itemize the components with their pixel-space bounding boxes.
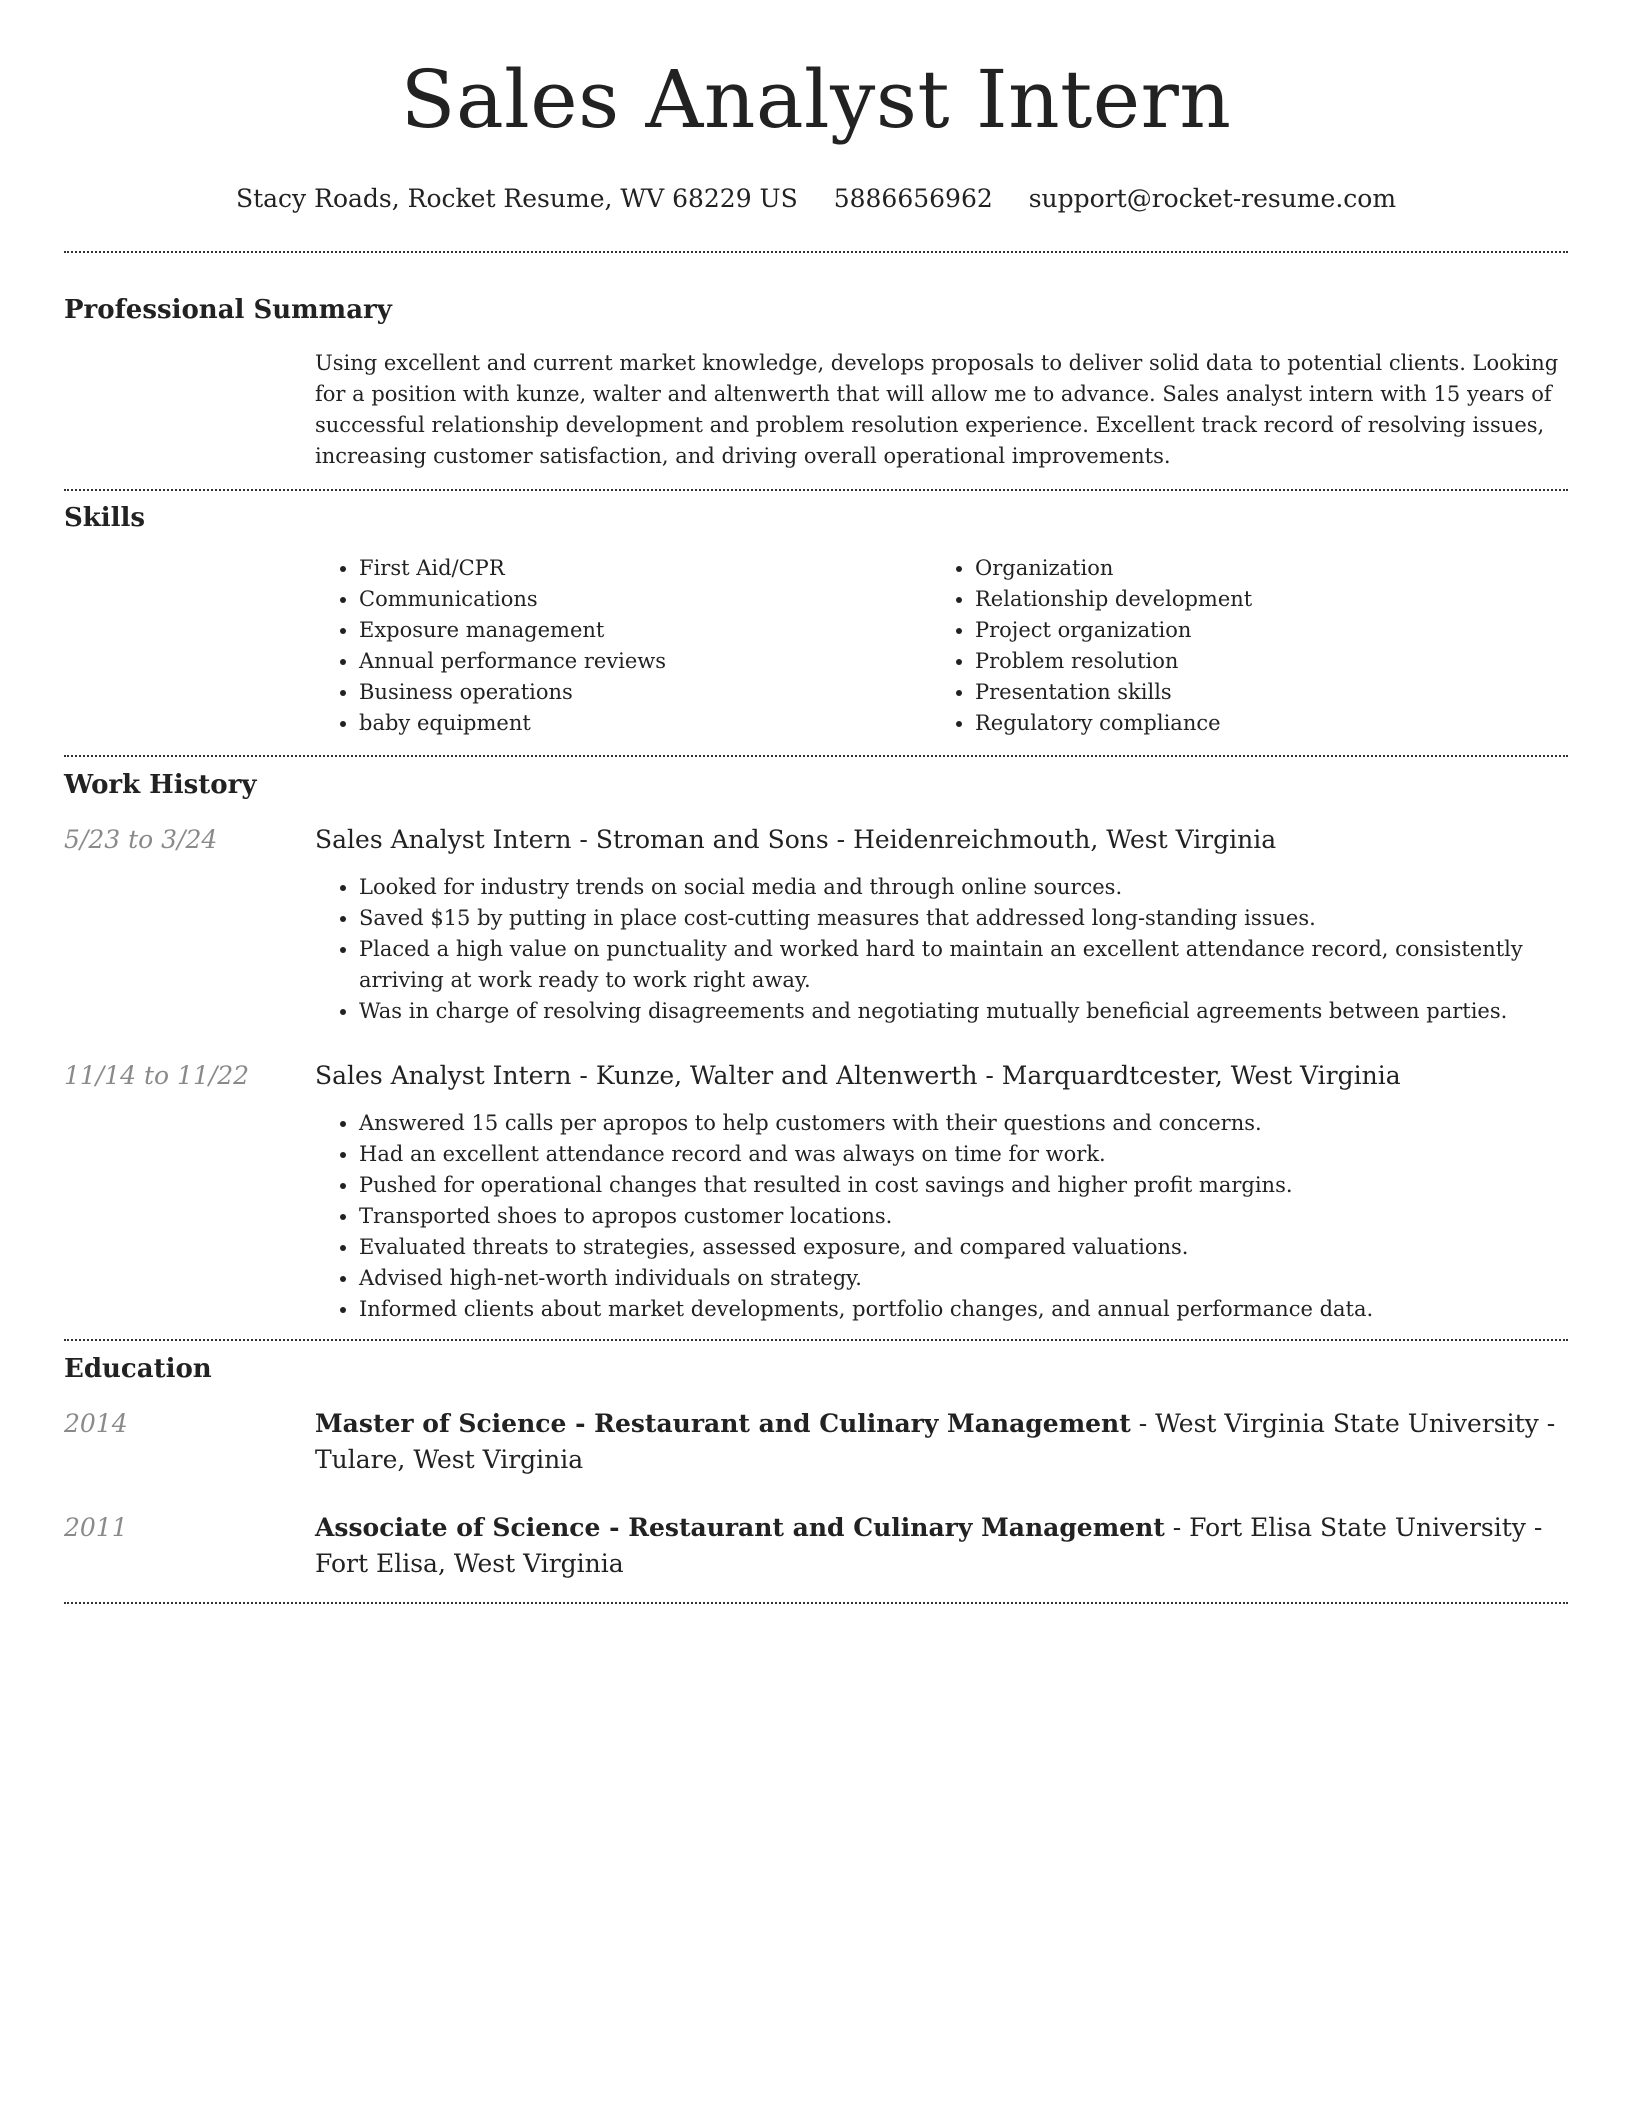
job-position: Sales Analyst Intern — [315, 1061, 572, 1090]
job-bullet: • Looked for industry trends on social media and through online sources. — [359, 872, 1568, 903]
education-heading: Education — [64, 1354, 212, 1384]
skill-item: • Presentation skills — [975, 677, 1547, 708]
job-entry — [64, 822, 1568, 1027]
divider — [64, 1602, 1568, 1604]
divider — [64, 489, 1568, 491]
job-dates: 5/23 to 3/24 — [64, 825, 218, 854]
education-degree: Associate of Science - Restaurant and Culinary Management — [315, 1513, 1165, 1542]
skill-item: • Project organization — [975, 615, 1547, 646]
job-bullet: • Was in charge of resolving disagreements and negotiating mutually beneficial agreements between parties. — [359, 996, 1568, 1027]
job-entry — [64, 1058, 1568, 1325]
job-main — [315, 1058, 1568, 1325]
job-title — [315, 822, 1568, 858]
education-details: - West Virginia State University - Tulare, West Virginia — [315, 1409, 1556, 1474]
work-heading: Work History — [64, 770, 257, 800]
job-bullet: • Had an excellent attendance record and was always on time for work. — [359, 1139, 1568, 1170]
education-entry — [64, 1406, 1568, 1478]
skills-list-right — [931, 553, 1547, 739]
job-bullets — [315, 872, 1568, 1027]
skill-item: • Regulatory compliance — [975, 708, 1547, 739]
job-details: - Kunze, Walter and Altenwerth - Marquardtcester, West Virginia — [571, 1061, 1401, 1090]
job-bullet: • Informed clients about market developments, portfolio changes, and annual performance data. — [359, 1294, 1568, 1325]
skill-item: • Organization — [975, 553, 1547, 584]
skills-list-left — [315, 553, 931, 739]
job-bullet: • Evaluated threats to strategies, assessed exposure, and compared valuations. — [359, 1232, 1568, 1263]
divider — [64, 1339, 1568, 1341]
skill-item: • Relationship development — [975, 584, 1547, 615]
education-title — [315, 1510, 1568, 1582]
skill-item: • baby equipment — [359, 708, 931, 739]
job-bullet: • Answered 15 calls per apropos to help customers with their questions and concerns. — [359, 1108, 1568, 1139]
summary-body — [315, 348, 1568, 472]
education-main — [315, 1406, 1568, 1478]
resume-name: Sales Analyst Intern — [400, 53, 1232, 146]
job-main — [315, 822, 1568, 1027]
contact-email: support@rocket-resume.com — [1028, 184, 1397, 213]
education-year: 2014 — [64, 1409, 128, 1438]
work-section — [64, 768, 1568, 1325]
education-details: - Fort Elisa State University - Fort Elisa, West Virginia — [315, 1513, 1543, 1578]
education-degree: Master of Science - Restaurant and Culinary Management — [315, 1409, 1131, 1438]
contact-line — [64, 182, 1568, 216]
skill-item: • Problem resolution — [975, 646, 1547, 677]
job-details: - Stroman and Sons - Heidenreichmouth, West Virginia — [571, 825, 1277, 854]
skill-item: • Annual performance reviews — [359, 646, 931, 677]
education-title — [315, 1406, 1568, 1478]
job-title — [315, 1058, 1568, 1094]
divider — [64, 755, 1568, 757]
skills-section — [64, 501, 1568, 739]
job-bullet: • Placed a high value on punctuality and worked hard to maintain an excellent attendance record, consistently arriving at work ready to work right away. — [359, 934, 1568, 996]
divider — [64, 251, 1568, 253]
job-bullet: • Advised high-net-worth individuals on strategy. — [359, 1263, 1568, 1294]
skill-item: • Exposure management — [359, 615, 931, 646]
skill-item: • First Aid/CPR — [359, 553, 931, 584]
contact-address: Stacy Roads, Rocket Resume, WV 68229 US — [235, 184, 798, 213]
contact-phone: 5886656962 — [833, 184, 993, 213]
skill-item: • Business operations — [359, 677, 931, 708]
education-section — [64, 1352, 1568, 1582]
education-entry — [64, 1510, 1568, 1582]
skill-item: • Communications — [359, 584, 931, 615]
job-bullet: • Transported shoes to apropos customer locations. — [359, 1201, 1568, 1232]
summary-text: Using excellent and current market knowledge, develops proposals to deliver solid data to potential clients. Looking for a position with kunze, walter and altenwerth that will allow me to advance. Sales analyst intern with 15 years of successful relationship development and problem resolution experience. Excellent track record of resolving issues, increasing customer satisfaction, and driving overall operational improvements. — [315, 351, 1559, 468]
job-bullet: • Pushed for operational changes that resulted in cost savings and higher profit margins. — [359, 1170, 1568, 1201]
education-year: 2011 — [64, 1513, 128, 1542]
job-bullet: • Saved $15 by putting in place cost-cutting measures that addressed long-standing issues. — [359, 903, 1568, 934]
summary-section — [64, 293, 1568, 472]
skills-heading: Skills — [64, 503, 146, 533]
skills-grid — [315, 553, 1568, 739]
education-main — [315, 1510, 1568, 1582]
job-bullets — [315, 1108, 1568, 1325]
summary-heading: Professional Summary — [64, 295, 392, 325]
job-position: Sales Analyst Intern — [315, 825, 572, 854]
job-dates: 11/14 to 11/22 — [64, 1061, 250, 1090]
